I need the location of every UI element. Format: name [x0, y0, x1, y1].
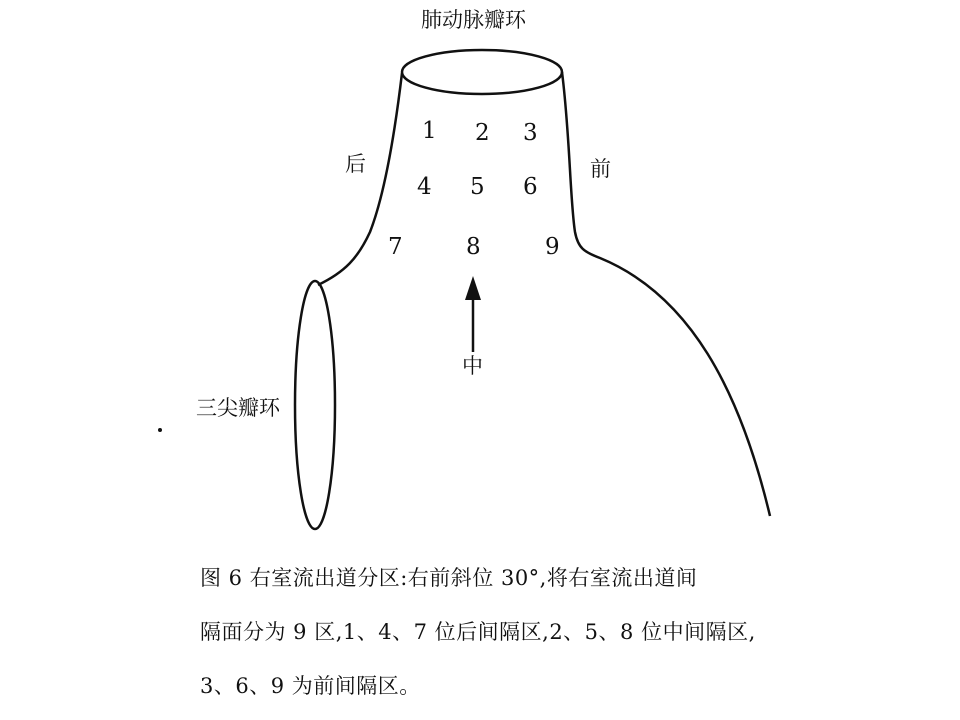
region-5: 5 [470, 174, 485, 200]
stray-dot [158, 428, 162, 432]
caption-line-1: 图 6 右室流出道分区:右前斜位 30°,将右室流出道间 [200, 566, 698, 590]
region-9: 9 [545, 234, 560, 260]
region-1: 1 [422, 118, 437, 144]
arrow-head-icon [465, 276, 481, 300]
anterior-wall-outline [562, 72, 770, 516]
region-6: 6 [523, 174, 538, 200]
tricuspid-annulus-label: 三尖瓣环 [196, 396, 280, 420]
caption-line-2: 隔面分为 9 区,1、4、7 位后间隔区,2、5、8 位中间隔区, [200, 620, 756, 644]
pulmonary-annulus-label: 肺动脉瓣环 [421, 8, 526, 32]
tricuspid-annulus-ellipse [295, 281, 335, 529]
region-8: 8 [466, 234, 481, 260]
anterior-label: 前 [590, 157, 611, 181]
region-4: 4 [417, 174, 432, 200]
posterior-label: 后 [345, 152, 366, 176]
region-7: 7 [388, 234, 403, 260]
region-3: 3 [523, 120, 538, 146]
region-2: 2 [475, 120, 490, 146]
middle-label: 中 [462, 354, 483, 378]
caption-line-3: 3、6、9 为前间隔区。 [200, 674, 421, 698]
pulmonary-annulus-ellipse [402, 50, 562, 94]
